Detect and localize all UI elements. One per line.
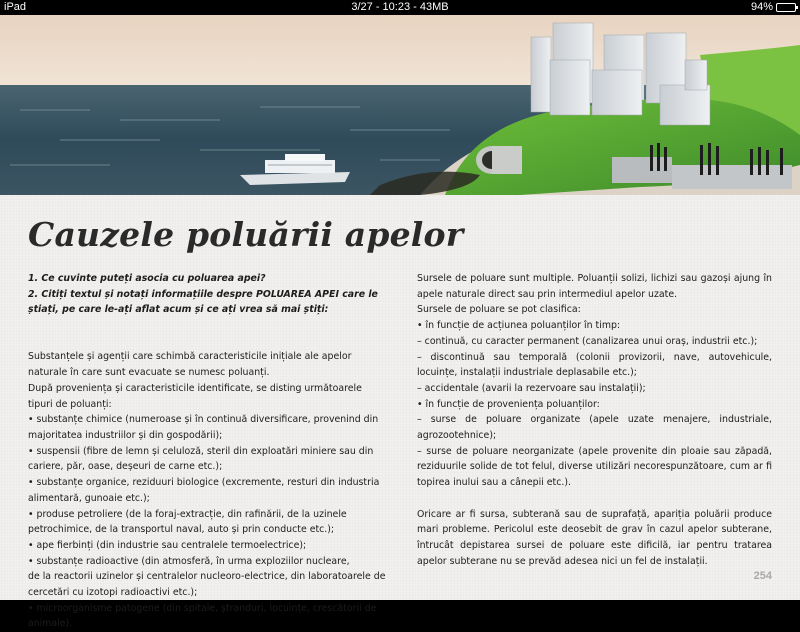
device-name: iPad [4, 1, 27, 13]
question-2: 2. Citiți textul și notați informațiile despre POLUAREA APEI care le știați, pe care le-ați aflat acum și ce ați vrea să mai știți: [28, 288, 378, 316]
book-page [0, 195, 800, 630]
list-item: de la reactorii uzinelor și centralelor nucleoro-electrice, din laboratoarele de cercetări cu izotopi radioactivi etc.); [28, 571, 386, 599]
list-item: • în funcție de acțiunea poluanților în timp: [417, 320, 621, 332]
question-1: 1. Ce cuvinte puteți asocia cu poluarea apei? [28, 273, 266, 284]
page-title: Cauzele poluării apelor [28, 215, 464, 254]
list-item: • suspensii (fibre de lemn și celuloză, steril din exploatări miniere sau din cariere, păr, oase, deșeuri de carne etc.); [28, 445, 374, 473]
battery-status [751, 0, 796, 15]
banner-illustration [0, 15, 800, 195]
paragraph: Substanțele și agenții care schimbă caracteristicile inițiale ale apelor naturale în care sunt evacuate se numesc poluanți. [28, 351, 352, 379]
paragraph: Oricare ar fi sursa, subterană sau de suprafață, apariția poluării produce mari probleme. Pericolul este deosebit de grav în cazul apelor subterane, întrucât depistarea sursei de poluare este dificilă, iar pentru tratarea apelor subterane nu se prevăd adesea nici un fel de instalații. [417, 508, 772, 567]
left-column [28, 271, 386, 632]
battery-icon [776, 3, 796, 12]
paragraph: Sursele de poluare sunt multiple. Poluanții solizi, lichizi sau gazoși ajung în apele naturale direct sau prin intermediul apelor uzate. [417, 273, 772, 300]
list-item: – continuă, cu caracter permanent (canalizarea unui oraș, industrii etc.); [417, 335, 758, 347]
right-column [417, 271, 772, 569]
paragraph: Sursele de poluare se pot clasifica: [417, 304, 581, 316]
list-item: • microorganisme patogene (din spitale, ștranduri, locuințe, crescătorii de animale). [28, 602, 377, 630]
city-pollution-illustration-icon [0, 15, 800, 195]
list-item: – surse de poluare organizate (apele uzate menajere, industriale, agrozootehnice); [417, 414, 772, 442]
pipe-icon [476, 146, 522, 174]
list-item: • ape fierbinți (din industrie sau centralele termoelectrice); [28, 539, 307, 551]
status-bar [0, 0, 800, 15]
page-number: 254 [753, 570, 772, 582]
battery-percent: 94% [750, 1, 773, 13]
paragraph: După proveniența și caracteristicile identificate, se disting următoarele tipuri de poluanți: [28, 382, 362, 410]
list-item: • produse petroliere (de la foraj-extracție, din rafinării, de la uzinele petrochimice, de la transportul naval, auto și prin conducte etc.); [28, 508, 347, 536]
status-time-memory: 3/27 - 10:23 - 43MB [351, 1, 449, 13]
list-item: • substanțe radioactive (din atmosferă, în urma exploziilor nucleare, [28, 555, 350, 567]
list-item: • în funcție de proveniența poluanților: [417, 398, 600, 410]
list-item: – surse de poluare neorganizate (apele provenite din ploaie sau zăpadă, reziduurile solide de tot felul, diverse utilizări necorespunzătoare, cum ar fi topirea inului sau a cânepii etc.). [417, 445, 772, 489]
list-item: – discontinuă sau temporală (colonii provizorii, nave, autovehicule, locuințe, instalații industriale deplasabile etc.); [417, 351, 772, 379]
list-item: • substanțe chimice (numeroase și în continuă diversificare, provenind din majoritatea industriilor și din gospodării); [28, 414, 379, 441]
list-item: • substanțe organice, reziduuri biologice (excremente, resturi din industria alimentară, gunoaie etc.); [28, 477, 380, 504]
list-item: – accidentale (avarii la rezervoare sau instalații); [417, 382, 646, 394]
